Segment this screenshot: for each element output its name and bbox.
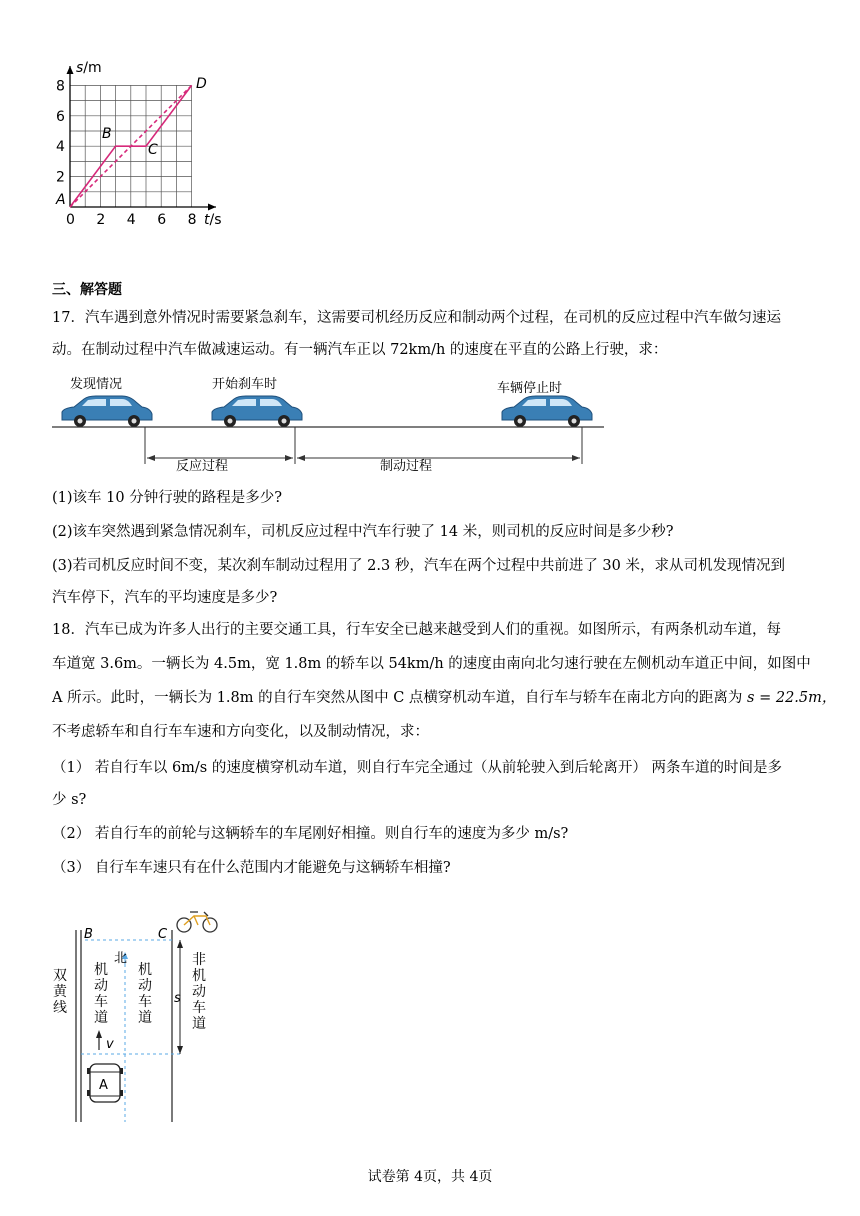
label-car-a: A: [99, 1078, 108, 1093]
car-icon: [62, 396, 152, 427]
x-tick-label: 4: [126, 212, 136, 228]
label-lane-2: 车: [138, 994, 152, 1010]
label-lane-2: 道: [138, 1010, 152, 1026]
label-braking: 制动过程: [380, 459, 433, 474]
point-label-d: D: [196, 76, 207, 92]
x-tick-label: 2: [96, 212, 106, 228]
y-axis-label: s/m: [76, 60, 102, 76]
y-tick-label: 4: [56, 139, 65, 156]
label-double-yellow: 双: [53, 968, 67, 984]
braking-arrow-left: [297, 455, 305, 461]
y-tick-label: 6: [56, 108, 65, 125]
x-axis-arrow: [208, 204, 216, 211]
label-lane-1: 机: [94, 962, 108, 978]
label-stopped: 车辆停止时: [497, 381, 563, 396]
x-tick-label: 8: [187, 212, 197, 228]
q17-stem-line1: 17．汽车遇到意外情况时需要紧急刹车，这需要司机经历反应和制动两个过程，在司机的反应过程中汽车做匀速运: [52, 310, 781, 326]
q18-road-figure: [48, 904, 238, 1126]
car-icon: [502, 396, 592, 427]
label-found: 发现情况: [70, 377, 123, 392]
q17-car-figure: [52, 372, 612, 476]
q17-stem-line2: 动。在制动过程中汽车做减速运动。有一辆汽车正以 72km/h 的速度在平直的公路上行驶，求：: [52, 342, 668, 358]
label-s: s: [174, 991, 181, 1006]
label-lane-2: 动: [138, 978, 152, 994]
label-non-motor-lane: 车: [192, 1000, 206, 1016]
point-label-b: B: [102, 126, 112, 142]
y-tick-label: 8: [56, 78, 65, 95]
label-lane-1: 动: [94, 978, 108, 994]
point-label-c: C: [148, 142, 158, 158]
q17-sub3-line2: 汽车停下，汽车的平均速度是多少?: [52, 590, 278, 606]
label-lane-1: 车: [94, 994, 108, 1010]
q17-sub1: (1)该车 10 分钟行驶的路程是多少?: [52, 490, 282, 506]
st-graph: [44, 50, 234, 230]
page-footer: 试卷第 4页，共 4页: [367, 1169, 493, 1185]
label-brake-start: 开始刹车时: [212, 377, 278, 392]
q18-stem-line4: 不考虑轿车和自行车车速和方向变化，以及制动情况，求：: [52, 724, 429, 740]
section-title: 三、解答题: [52, 282, 122, 298]
label-b: B: [84, 927, 93, 942]
x-axis-label: t/s: [204, 212, 222, 228]
label-north: 北: [114, 951, 128, 966]
q18-stem-line1: 18．汽车已成为许多人出行的主要交通工具，行车安全已越来越受到人们的重视。如图所示，有两条机动车道，每: [52, 622, 781, 638]
q17-sub3-line1: (3)若司机反应时间不变，某次刹车制动过程用了 2.3 秒，汽车在两个过程中共前进了 30 米，求从司机发现情况到: [52, 558, 785, 574]
s-arrow-top: [177, 940, 183, 948]
label-non-motor-lane: 道: [192, 1016, 206, 1032]
label-non-motor-lane: 非: [192, 952, 206, 968]
x-tick-label: 0: [66, 212, 75, 228]
reaction-arrow-right: [285, 455, 293, 461]
q18-distance-s: s = 22.5m，: [747, 690, 837, 706]
y-tick-label: 2: [56, 169, 65, 186]
q18-stem-line2: 车道宽 3.6m。一辆长为 4.5m，宽 1.8m 的轿车以 54km/h 的速度由南向北匀速行驶在左侧机动车道正中间，如图中: [52, 656, 811, 672]
label-non-motor-lane: 动: [192, 984, 206, 1000]
s-arrow-bottom: [177, 1046, 183, 1054]
q18-stem-line3: A 所示。此时，一辆长为 1.8m 的自行车突然从图中 C 点横穿机动车道，自行车与轿车在南北方向的距离为 s = 22.5m，: [52, 690, 837, 706]
q18-sub3: （3） 自行车车速只有在什么范围内才能避免与这辆轿车相撞?: [52, 860, 451, 876]
label-reaction: 反应过程: [176, 459, 229, 474]
label-double-yellow: 黄: [53, 984, 67, 1000]
label-lane-1: 道: [94, 1010, 108, 1026]
y-axis-arrow: [67, 66, 74, 74]
q18-sub2: （2） 若自行车的前轮与这辆轿车的车尾刚好相撞。则自行车的速度为多少 m/s?: [52, 826, 569, 842]
velocity-arrow-head: [96, 1030, 102, 1038]
q18-sub1-line2: 少 s?: [52, 792, 87, 808]
label-double-yellow: 线: [53, 1000, 67, 1016]
label-c: C: [158, 927, 168, 942]
label-non-motor-lane: 机: [192, 968, 206, 984]
point-label-a: A: [56, 192, 66, 208]
q18-sub1-line1: （1） 若自行车以 6m/s 的速度横穿机动车道，则自行车完全通过（从前轮驶入到后轮离开） 两条车道的时间是多: [52, 760, 782, 776]
car-icon: [212, 396, 302, 427]
x-tick-label: 6: [157, 212, 167, 228]
reaction-arrow-left: [147, 455, 155, 461]
label-v: v: [106, 1037, 114, 1052]
braking-arrow-right: [572, 455, 580, 461]
q17-sub2: (2)该车突然遇到紧急情况刹车，司机反应过程中汽车行驶了 14 米，则司机的反应时间是多少秒?: [52, 524, 674, 540]
label-lane-2: 机: [138, 962, 152, 978]
bicycle-icon: [177, 912, 217, 932]
